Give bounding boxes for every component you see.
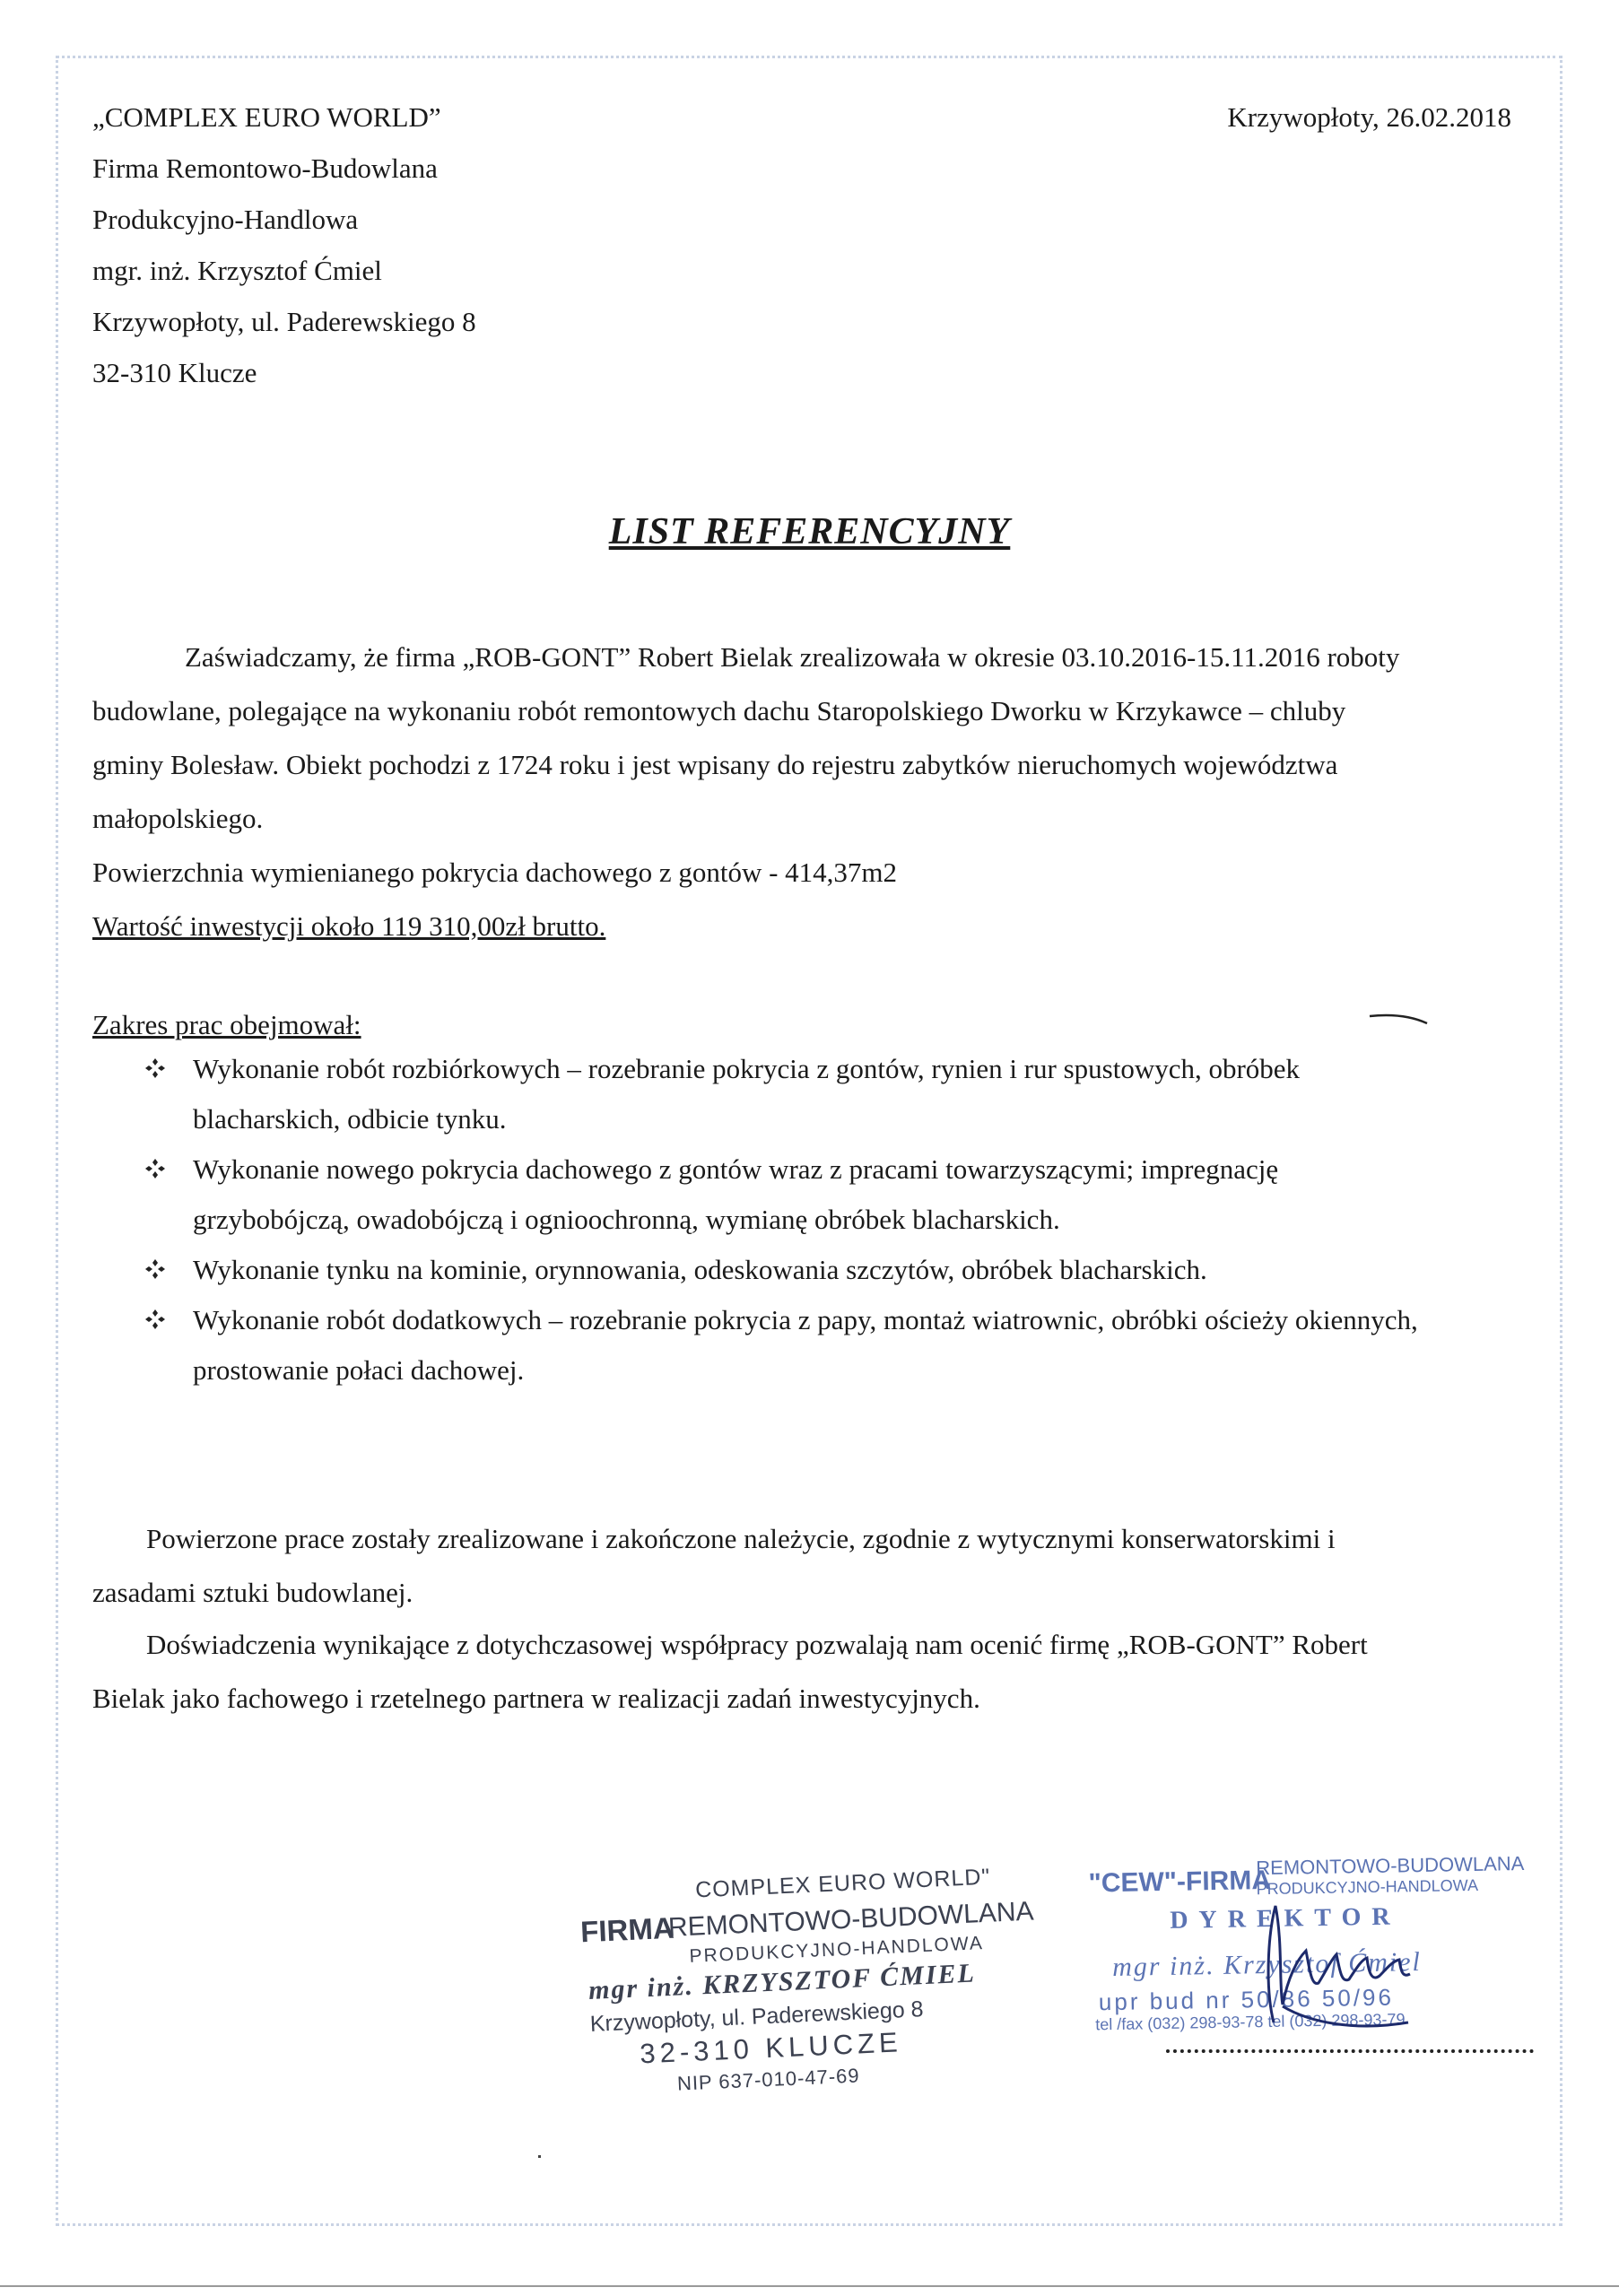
place-and-date: Krzywopłoty, 26.02.2018 — [1227, 101, 1511, 133]
pen-dash-mark — [1368, 1011, 1431, 1029]
scope-item-line: blacharskich, odbicie tynku. — [193, 1103, 507, 1135]
intro-line: Zaświadczamy, że firma „ROB-GONT” Robert Bielak zrealizowała w okresie 03.10.2016-15.11.2016 roboty — [185, 641, 1400, 673]
recommendation-paragraph — [92, 1618, 1528, 1726]
stray-dot — [538, 2155, 541, 2158]
intro-line: gminy Bolesław. Obiekt pochodzi z 1724 roku i jest wpisany do rejestru zabytków nieruchomych województwa — [92, 749, 1338, 780]
stamp-company-name: COMPLEX EURO WORLD" — [694, 1864, 991, 1903]
director-stamp-firm-type: REMONTOWO-BUDOWLANA — [1256, 1851, 1525, 1880]
scope-item — [144, 1044, 1543, 1144]
scope-item-line: prostowanie połaci dachowej. — [193, 1354, 525, 1386]
roof-area-line: Powierzchnia wymienianego pokrycia dachowego z gontów - 414,37m2 — [92, 857, 898, 888]
director-stamp-firm-subtype: PRODUKCYJNO-HANDLOWA — [1256, 1875, 1479, 1899]
director-name: mgr inż. Krzysztof Ćmiel — [1111, 1946, 1423, 1983]
scope-item-line: Wykonanie nowego pokrycia dachowego z gontów wraz z pracami towarzyszącymi; impregnację — [193, 1153, 1279, 1185]
handwritten-signature — [1256, 1897, 1435, 2040]
scope-item — [144, 1245, 1543, 1295]
scope-item — [144, 1295, 1543, 1396]
stamp-owner: mgr inż. KRZYSZTOF ĆMIEL — [588, 1958, 977, 2006]
sender-firm-subtype: Produkcyjno-Handlowa — [92, 204, 359, 235]
sender-postal: 32-310 Klucze — [92, 357, 257, 388]
diamond-bullet-icon — [144, 1257, 167, 1281]
stamp-nip: NIP 637-010-47-69 — [676, 2064, 861, 2095]
intro-paragraph — [92, 631, 1528, 953]
stamp-firm-subtype: PRODUKCYJNO-HANDLOWA — [689, 1933, 985, 1967]
scope-list — [144, 1044, 1543, 1396]
stamp-firma-label: FIRMA — [579, 1910, 675, 1949]
intro-line: budowlane, polegające na wykonaniu robót remontowych dachu Staropolskiego Dworku w Krzykawce – chluby — [92, 695, 1346, 726]
scan-bottom-edge — [0, 2285, 1619, 2287]
director-phone: tel /fax (032) 298-93-78 tel (032) 298-93-79 — [1095, 2010, 1406, 2034]
recommendation-line: Doświadczenia wynikające z dotychczasowej współpracy pozwalają nam ocenić firmę „ROB-GONT” Robert — [146, 1629, 1368, 1660]
sender-firm-type: Firma Remontowo-Budowlana — [92, 152, 438, 184]
scope-item-line: grzybobójczą, owadobójczą i ognioochronną, wymianę obróbek blacharskich. — [193, 1204, 1060, 1235]
closing-line: Powierzone prace zostały zrealizowane i zakończone należycie, zgodnie z wytycznymi konserwatorskimi i — [146, 1523, 1336, 1554]
signature-dotted-line — [1166, 2049, 1534, 2053]
stamp-firm-type: REMONTOWO-BUDOWLANA — [667, 1896, 1035, 1943]
stamp-street: Krzywopłoty, ul. Paderewskiego 8 — [589, 1996, 925, 2038]
diamond-bullet-icon — [144, 1308, 167, 1331]
scope-item-line: Wykonanie robót dodatkowych – rozebranie pokrycia z papy, montaż wiatrownic, obróbki ościeży okiennych, — [193, 1304, 1418, 1335]
scope-heading: Zakres prac obejmował: — [92, 1009, 361, 1040]
closing-line: zasadami sztuki budowlanej. — [92, 1577, 413, 1608]
closing-paragraph — [92, 1512, 1528, 1620]
stamp-postal: 32-310 KLUCZE — [639, 2026, 903, 2070]
director-title: DYREKTOR — [1170, 1902, 1401, 1935]
sender-street: Krzywopłoty, ul. Paderewskiego 8 — [92, 306, 476, 337]
sender-owner: mgr. inż. Krzysztof Ćmiel — [92, 255, 382, 286]
recommendation-line: Bielak jako fachowego i rzetelnego partnera w realizacji zadań inwestycyjnych. — [92, 1683, 980, 1714]
sender-company-name: „COMPLEX EURO WORLD” — [92, 101, 441, 133]
intro-line: małopolskiego. — [92, 803, 264, 834]
scope-item-line: Wykonanie robót rozbiórkowych – rozebranie pokrycia z gontów, rynien i rur spustowych, obróbek — [193, 1053, 1301, 1084]
diamond-bullet-icon — [144, 1057, 167, 1080]
company-stamp — [578, 1856, 1036, 2109]
diamond-bullet-icon — [144, 1157, 167, 1180]
scope-item-line: Wykonanie tynku na kominie, orynnowania, odeskowania szczytów, obróbek blacharskich. — [193, 1254, 1207, 1285]
director-license: upr bud nr 50/86 50/96 — [1098, 1983, 1395, 2016]
scope-item — [144, 1144, 1543, 1245]
director-stamp-firm-label: "CEW"-FIRMA — [1088, 1865, 1272, 1899]
investment-value-line: Wartość inwestycji około 119 310,00zł brutto. — [92, 910, 606, 942]
sender-address-block — [92, 91, 476, 398]
document-title: LIST REFERENCYJNY — [608, 511, 1011, 552]
